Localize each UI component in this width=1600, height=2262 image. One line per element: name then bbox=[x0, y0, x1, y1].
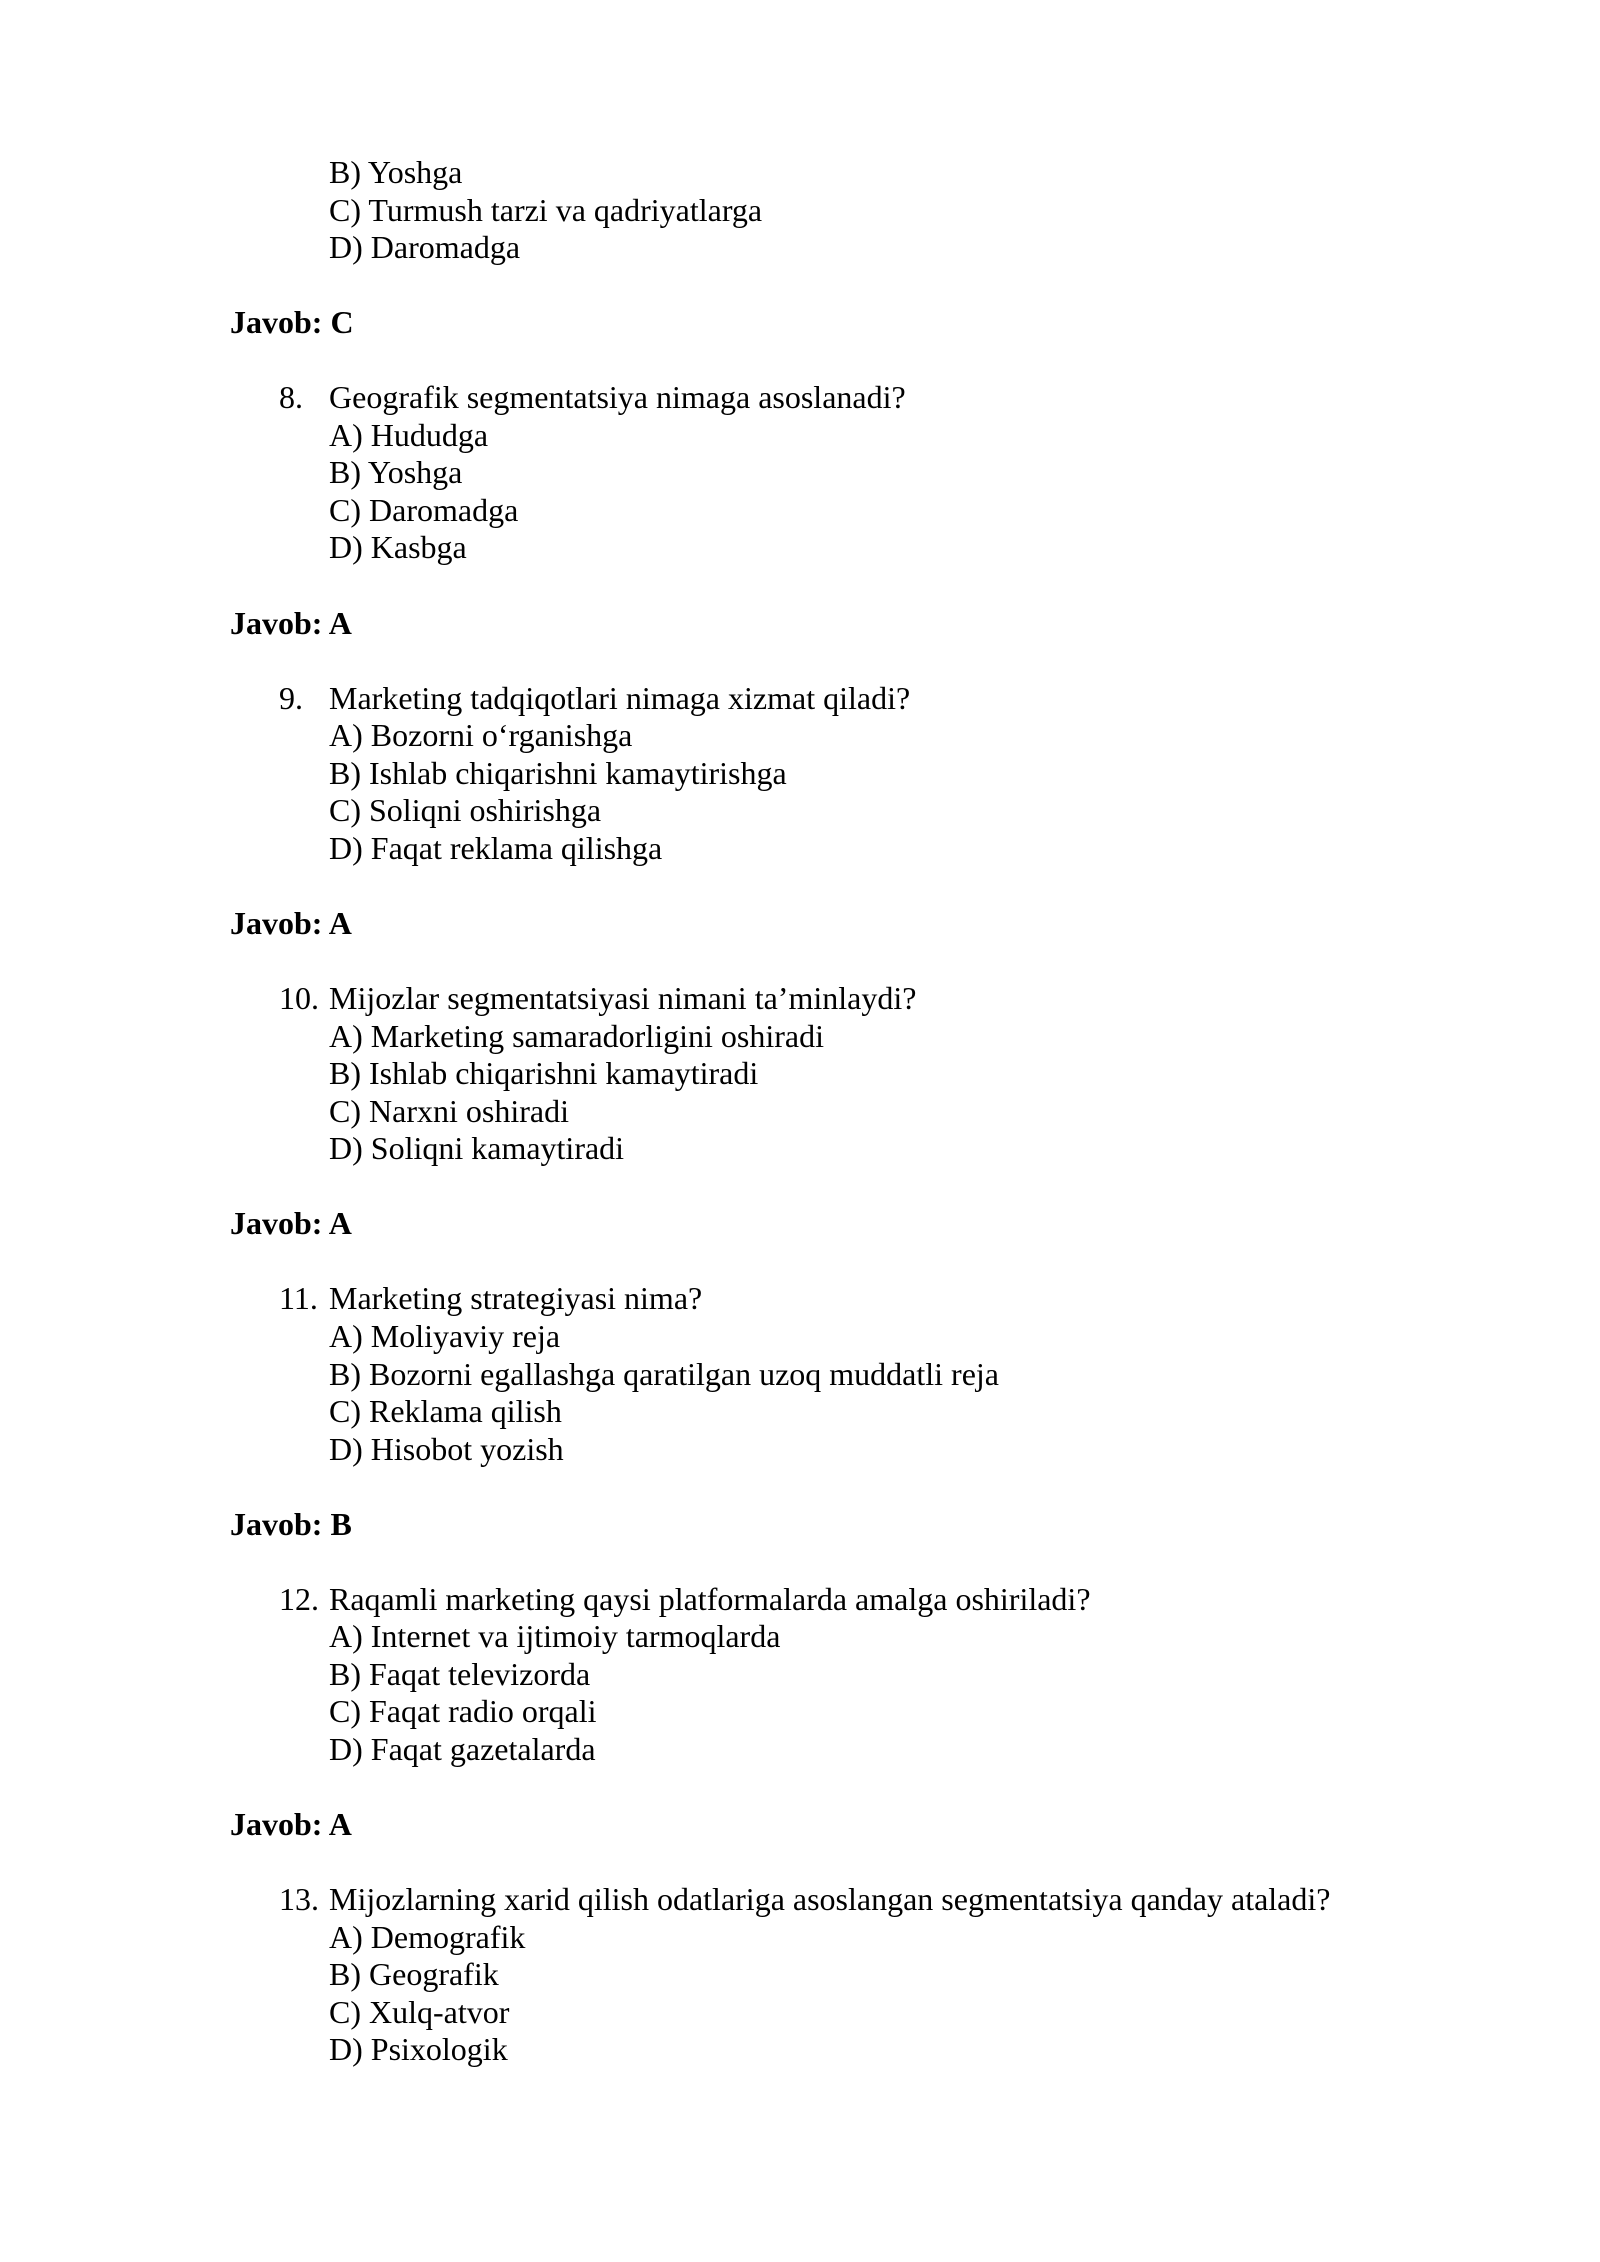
answer-label: Javob: bbox=[230, 1205, 323, 1242]
question-text: Mijozlarning xarid qilish odatlariga asoslangan segmentatsiya qanday ataladi? bbox=[329, 1881, 1331, 1918]
option-c: C) Soliqni oshirishga bbox=[329, 792, 602, 829]
question-text: Marketing strategiyasi nima? bbox=[329, 1280, 703, 1317]
answer-line bbox=[0, 304, 1600, 342]
option-b: B) Bozorni egallashga qaratilgan uzoq muddatli reja bbox=[329, 1355, 999, 1392]
option-d: D) Psixologik bbox=[329, 2031, 508, 2068]
question-text: Mijozlar segmentatsiyasi nimani ta’minlaydi? bbox=[329, 980, 917, 1017]
answer-label: Javob: bbox=[230, 1505, 323, 1542]
question-text: Marketing tadqiqotlari nimaga xizmat qiladi? bbox=[329, 679, 911, 716]
question-block bbox=[0, 980, 1600, 1243]
question-block bbox=[0, 1280, 1600, 1543]
answer-letter: C bbox=[330, 304, 354, 341]
answer-letter: A bbox=[328, 1806, 352, 1843]
option-d: D) Daromadga bbox=[329, 229, 521, 266]
option-c: C) Reklama qilish bbox=[329, 1393, 562, 1430]
option-b: B) Ishlab chiqarishni kamaytirishga bbox=[329, 754, 787, 791]
option-a: A) Internet va ijtimoiy tarmoqlarda bbox=[329, 1618, 781, 1655]
answer-label: Javob: bbox=[230, 904, 323, 941]
question-number: 11. bbox=[279, 1280, 318, 1317]
option-c: C) Narxni oshiradi bbox=[329, 1092, 569, 1129]
answer-label: Javob: bbox=[230, 304, 323, 341]
question-line bbox=[0, 1280, 1600, 1318]
question-block bbox=[0, 680, 1600, 943]
question-block bbox=[0, 1881, 1600, 2069]
option-c: C) Xulq-atvor bbox=[329, 1993, 510, 2030]
option-c: C) Faqat radio orqali bbox=[329, 1693, 597, 1730]
answer-letter: A bbox=[328, 604, 352, 641]
question-number: 12. bbox=[279, 1580, 319, 1617]
question-line bbox=[0, 680, 1600, 718]
question-line bbox=[0, 379, 1600, 417]
option-a: A) Demografik bbox=[329, 1918, 526, 1955]
option-b: B) Faqat televizorda bbox=[329, 1655, 591, 1692]
option-b: B) Yoshga bbox=[329, 454, 463, 491]
option-c: C) Daromadga bbox=[329, 491, 519, 528]
option-d: D) Soliqni kamaytiradi bbox=[329, 1130, 625, 1167]
question-block-continued bbox=[0, 154, 1600, 342]
answer-letter: A bbox=[328, 904, 352, 941]
option-a: A) Marketing samaradorligini oshiradi bbox=[329, 1017, 824, 1054]
answer-line bbox=[0, 1506, 1600, 1544]
option-d: D) Faqat reklama qilishga bbox=[329, 829, 663, 866]
answer-line bbox=[0, 1205, 1600, 1243]
question-line bbox=[0, 1881, 1600, 1919]
option-a: A) Moliyaviy reja bbox=[329, 1317, 561, 1354]
question-block bbox=[0, 379, 1600, 642]
option-b: B) Yoshga bbox=[329, 154, 463, 190]
option-d: D) Kasbga bbox=[329, 529, 467, 566]
option-a: A) Bozorni o‘rganishga bbox=[329, 717, 633, 754]
question-text: Raqamli marketing qaysi platformalarda amalga oshiriladi? bbox=[329, 1580, 1091, 1617]
question-block bbox=[0, 1581, 1600, 1844]
option-a: A) Hududga bbox=[329, 416, 489, 453]
answer-line bbox=[0, 905, 1600, 943]
question-number: 9. bbox=[279, 679, 303, 716]
question-number: 13. bbox=[279, 1881, 319, 1918]
answer-letter: A bbox=[328, 1205, 352, 1242]
question-line bbox=[0, 1581, 1600, 1619]
option-c: C) Turmush tarzi va qadriyatlarga bbox=[329, 191, 763, 228]
answer-letter: B bbox=[330, 1505, 352, 1542]
answer-label: Javob: bbox=[230, 604, 323, 641]
option-d: D) Hisobot yozish bbox=[329, 1430, 564, 1467]
question-line bbox=[0, 980, 1600, 1018]
answer-label: Javob: bbox=[230, 1806, 323, 1843]
option-d: D) Faqat gazetalarda bbox=[329, 1730, 596, 1767]
question-number: 10. bbox=[279, 980, 319, 1017]
answer-line bbox=[0, 1806, 1600, 1844]
question-text: Geografik segmentatsiya nimaga asoslanadi? bbox=[329, 379, 906, 416]
option-b: B) Ishlab chiqarishni kamaytiradi bbox=[329, 1055, 759, 1092]
answer-line bbox=[0, 605, 1600, 643]
option-b: B) Geografik bbox=[329, 1956, 499, 1993]
question-number: 8. bbox=[279, 379, 303, 416]
